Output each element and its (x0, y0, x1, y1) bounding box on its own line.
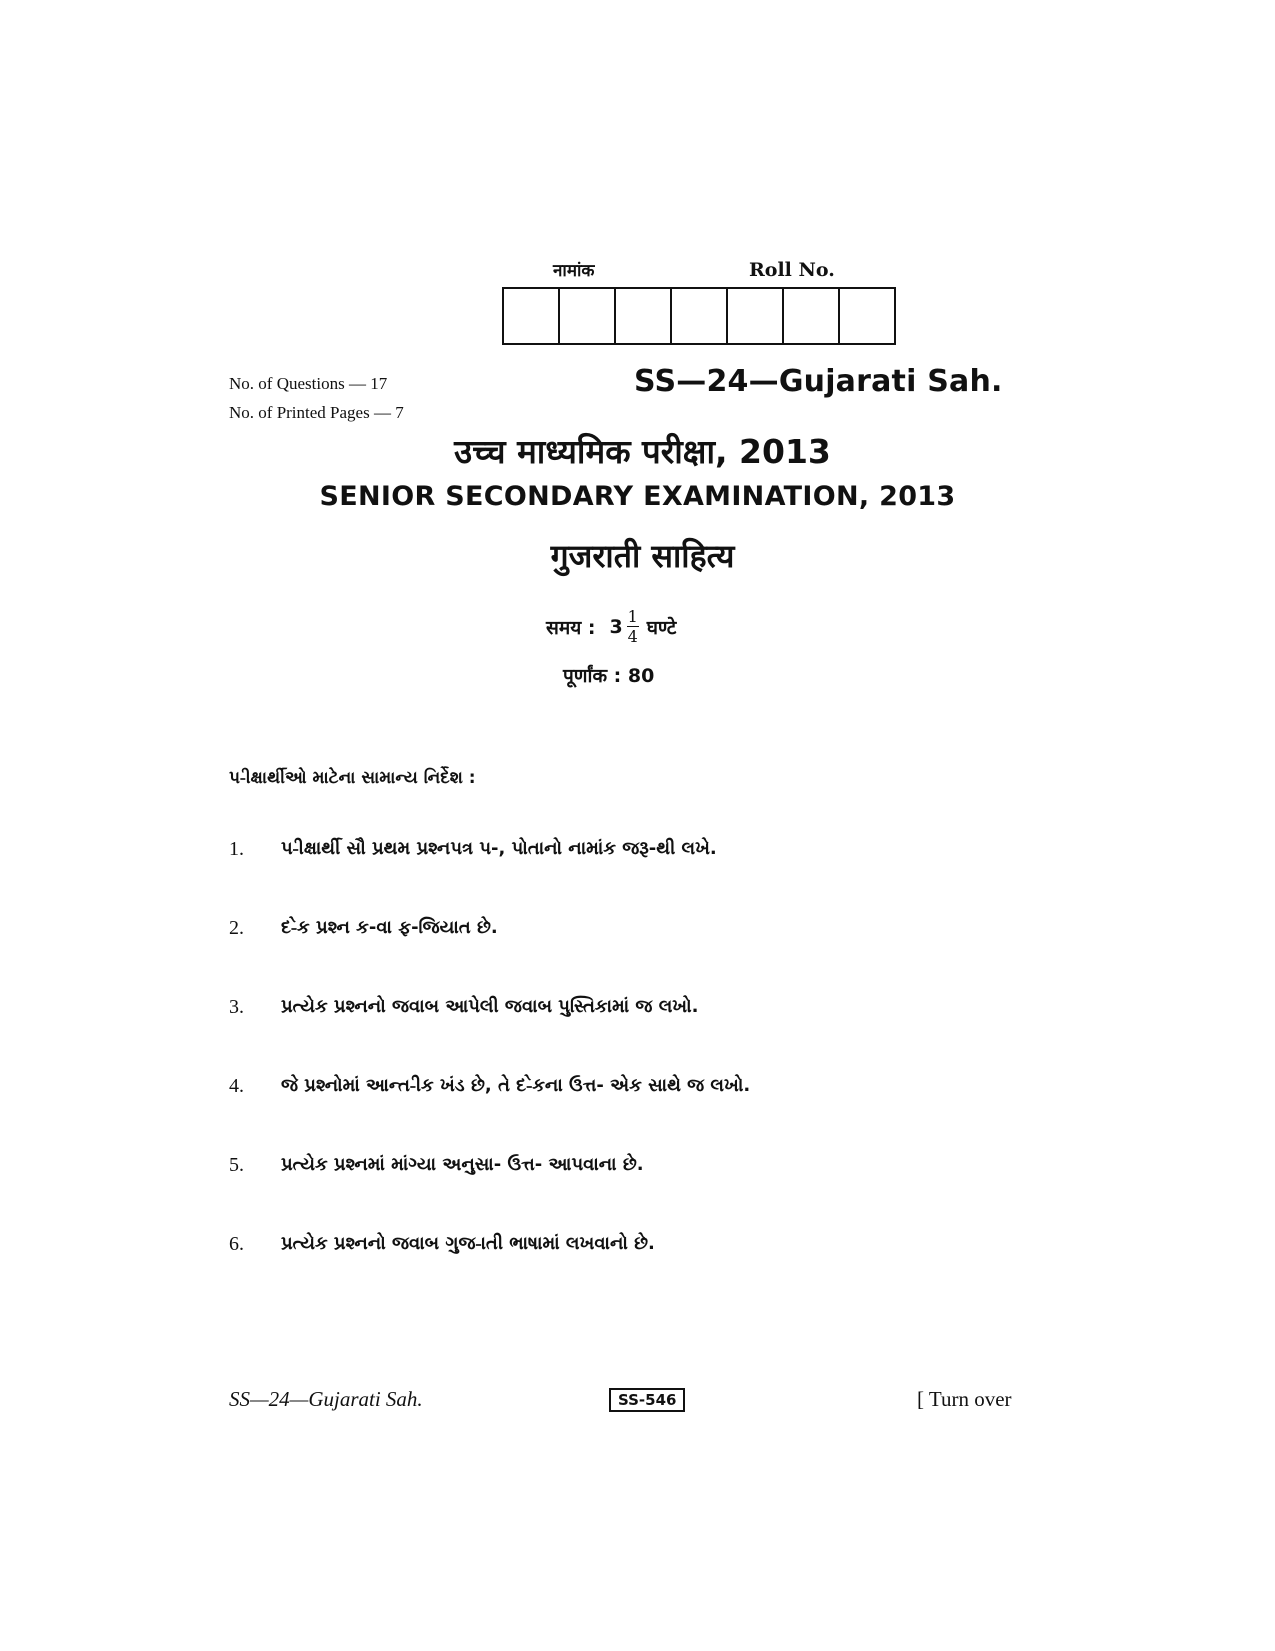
pages-count: No. of Printed Pages — 7 (229, 403, 404, 422)
exam-title-english: SENIOR SECONDARY EXAMINATION, 2013 (319, 481, 956, 512)
roll-box[interactable] (840, 289, 896, 343)
instruction-number: 2. (229, 917, 244, 939)
instruction-text: પ્રત્યેક પ્રશ્નનો જવાબ આપેલી જવાબ પુસ્તિકામાં જ લખો. (281, 996, 699, 1017)
instruction-item (229, 1154, 750, 1233)
roll-label-english: Roll No. (749, 259, 835, 281)
footer-paper-code: SS—24—Gujarati Sah. (229, 1387, 423, 1411)
turn-over-note: [ Turn over (917, 1387, 1012, 1411)
instruction-item (229, 917, 750, 996)
time-denominator: 4 (627, 627, 638, 646)
instruction-text: પ-ીક્ષાર્થી સૌ પ્રથમ પ્રશ્નપત્ર પ-, પોતાનો નામાંક જરૂ-થી લખે. (281, 838, 717, 859)
instruction-text: જે પ્રશ્નોમાં આન્ત-ીક ખંડ છે, તે દ-ેકના ઉત્ત- એક સાથે જ લખો. (281, 1075, 751, 1096)
instruction-number: 3. (229, 996, 244, 1018)
instruction-number: 5. (229, 1154, 244, 1176)
instruction-item (229, 1233, 750, 1312)
time-fraction (627, 608, 639, 645)
instruction-number: 4. (229, 1075, 244, 1097)
instruction-item (229, 1075, 750, 1154)
instruction-text: દ-ેક પ્રશ્ન ક-વા ફ-જિયાત છે. (281, 917, 498, 938)
instructions-list (229, 838, 750, 1312)
instructions-heading: પ-ીક્ષાર્થીઓ માટેના સામાન્ય નિર્દેશ : (229, 768, 476, 788)
roll-label-hindi: नामांक (553, 261, 595, 281)
roll-number-boxes (502, 287, 896, 345)
paper-code-title: SS—24—Gujarati Sah. (634, 364, 1003, 399)
instruction-number: 6. (229, 1233, 244, 1255)
instruction-text: પ્રત્યેક પ્રશ્નમાં માંગ્યા અનુસા- ઉત્ત- આપવાના છે. (281, 1154, 644, 1175)
instruction-number: 1. (229, 838, 244, 860)
subject-title: गुजराती साहित्य (550, 537, 735, 575)
time-label: समय : (546, 616, 596, 639)
time-unit: घण्टे (646, 616, 677, 639)
time-allowed (546, 608, 676, 645)
max-marks: पूर्णांक : 80 (563, 665, 655, 687)
roll-box[interactable] (560, 289, 616, 343)
exam-title-hindi: उच्च माध्यमिक परीक्षा, 2013 (454, 432, 831, 471)
time-numerator: 1 (627, 607, 638, 626)
instruction-item (229, 838, 750, 917)
time-whole: 3 (609, 615, 623, 638)
questions-count: No. of Questions — 17 (229, 374, 388, 393)
roll-box[interactable] (784, 289, 840, 343)
roll-box[interactable] (504, 289, 560, 343)
roll-box[interactable] (728, 289, 784, 343)
instruction-text: પ્રત્યેક પ્રશ્નનો જવાબ ગુજ-ાતી ભાષામાં લખવાનો છે. (281, 1233, 655, 1254)
instruction-item (229, 996, 750, 1075)
footer-series-code: SS-546 (609, 1388, 685, 1412)
roll-box[interactable] (616, 289, 672, 343)
roll-box[interactable] (672, 289, 728, 343)
